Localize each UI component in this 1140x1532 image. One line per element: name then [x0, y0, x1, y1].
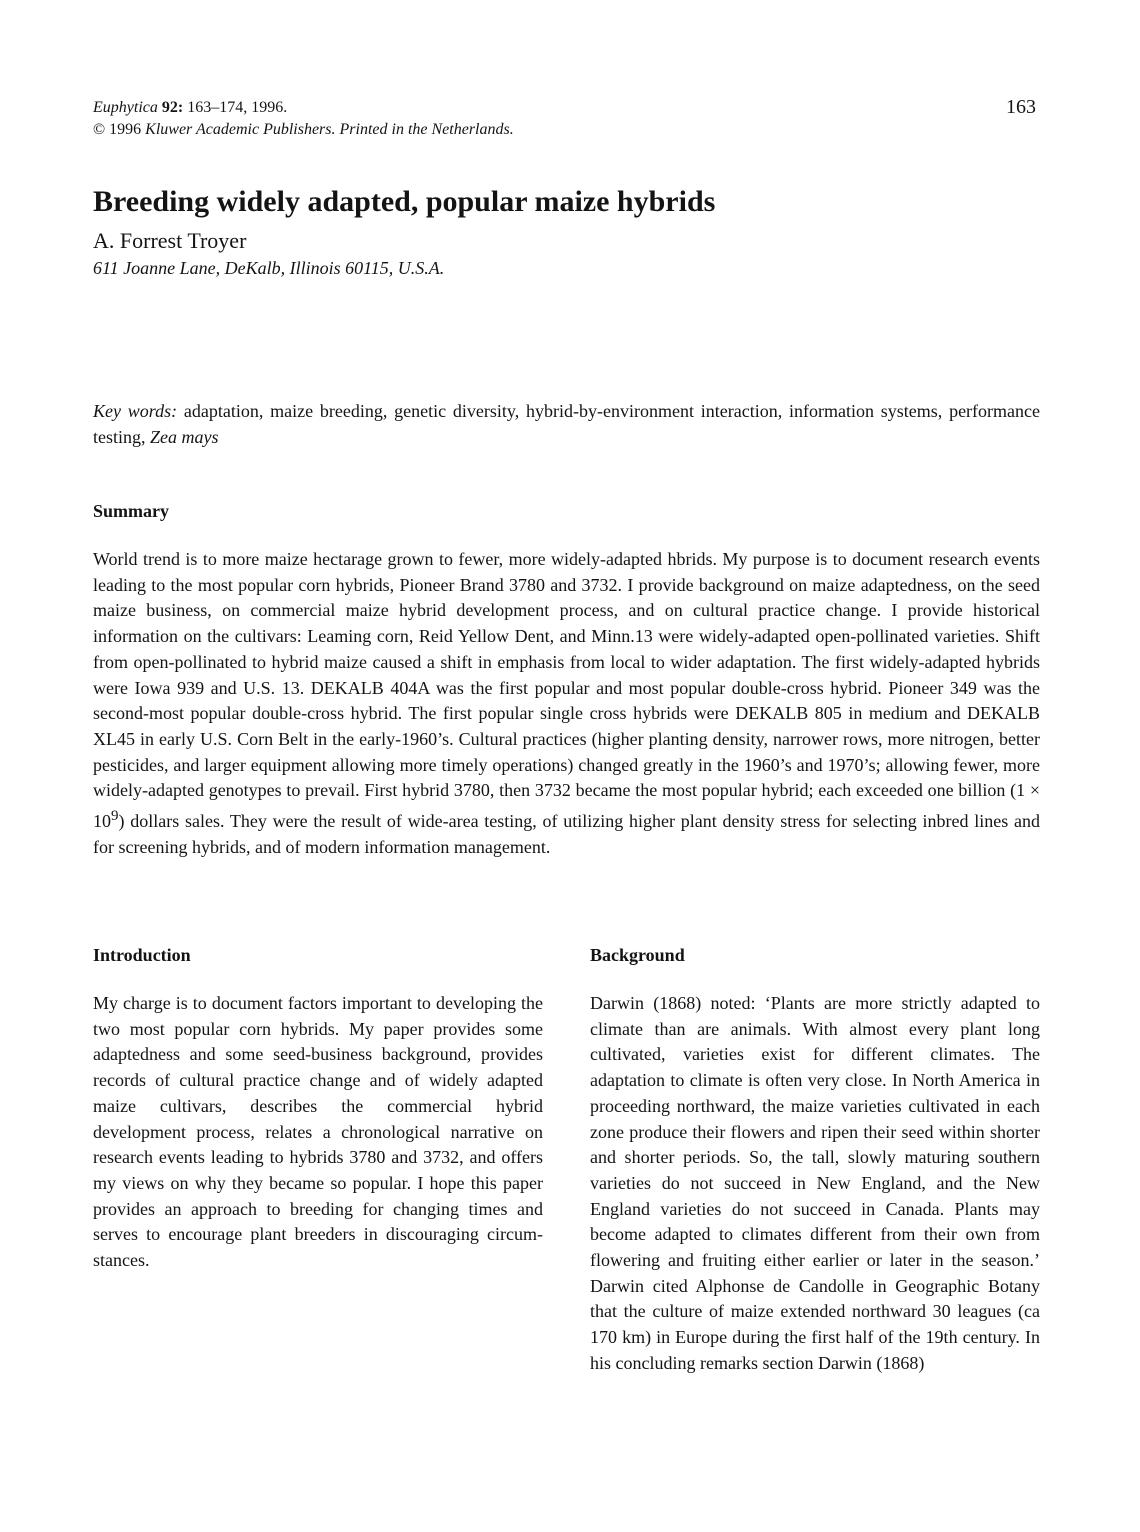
page-number: 163 — [1006, 96, 1036, 118]
publisher-line: Kluwer Academic Publishers. Printed in the Netherlands. — [145, 121, 514, 138]
introduction-heading: Introduction — [93, 945, 191, 965]
author-address: 611 Joanne Lane, DeKalb, Illinois 60115, U.S.A. — [93, 258, 445, 278]
journal-citation — [93, 97, 287, 118]
summary-text-part2: ) dollars sales. They were the result of wide-area testing, of utilizing higher plant density stress for selecting inbred lines and for screening hybrids, and of modern information management. — [93, 811, 1040, 857]
background-text: Darwin (1868) noted: ‘Plants are more strictly adapted to climate than are animals. With almost every plant long cultivated, varieties exist for different climates. The adaptation to climate is often very close. In North America in proceeding northward, the maize varieties cultivated in each zone produce their flowers and ripen their seed within shorter and shorter periods. So, the tall, slowly maturing southern varieties do not succeed in New England, and the New England varieties do not succeed in Canada. Plants may become adapted to climates different from their own from flowering and fruiting either earlier or later in the season.’ Darwin cited Alphonse de Candolle in Geographic Botany that the culture of maize extended northward 30 leagues (ca 170 km) in Europe during the first half of the 19th century. In his concluding remarks section Darwin (1868) — [590, 993, 1040, 1373]
paper-title: Breeding widely adapted, popular maize hybrids — [93, 185, 716, 218]
summary-text — [93, 547, 1040, 860]
copyright-notice — [93, 119, 514, 140]
journal-name: Euphytica — [93, 99, 158, 116]
author-name: A. Forrest Troyer — [93, 228, 247, 253]
introduction-text: My charge is to document factors important to developing the two most popular corn hybrids. My paper provides some adaptedness and some seed-business background, provides records of cultural practice change and of widely adapted maize cultivars, describes the commercial hybrid development process, relates a chronological narrative on research events leading to hybrids 3780 and 3732, and offers my views on why they became so popular. I hope this paper provides an approach to breeding for changing times and serves to encourage plant breeders in discouraging circumstances. — [93, 993, 543, 1271]
summary-heading: Summary — [93, 501, 169, 521]
background-heading: Background — [590, 945, 685, 965]
summary-exponent: 9 — [111, 808, 119, 825]
journal-volume: 92: — [161, 99, 184, 116]
keywords — [93, 398, 1040, 450]
keywords-species: Zea mays — [150, 427, 219, 447]
keywords-label: Key words: — [93, 401, 178, 421]
copyright-symbol: © — [93, 121, 106, 138]
journal-pages: 163–174, 1996. — [187, 99, 288, 116]
summary-text-part1: World trend is to more maize hectarage grown to fewer, more widely-adapted hbrids. My purpose is to document research events leading to the most popular corn hybrids, Pioneer Brand 3780 and 3732. I provide background on maize adaptedness, on the seed maize business, on commercial maize hybrid development process, and on cultural practice change. I provide historical information on the cultivars: Leaming corn, Reid Yellow Dent, and Minn.13 were widely-adapted open-pollinated varieties. Shift from open-pollinated to hybrid maize caused a shift in emphasis from local to wider adaptation. The first widely-adapted hybrids were Iowa 939 and U.S. 13. DEKALB 404A was the first popular and most popular double-cross hybrid. Pioneer 349 was the second-most popular double-cross hybrid. The first popular single cross hybrids were DEKALB 805 in medium and DEKALB XL45 in early U.S. Corn Belt in the early-1960’s. Cultural practices (higher planting density, narrower rows, more nitrogen, better pesticides, and larger equipment allowing more timely operations) changed greatly in the 1960’s and 1970’s; allowing fewer, more widely-adapted genotypes to prevail. First hybrid 3780, then 3732 became the most popular hybrid; each exceeded one billion (1 × 10 — [93, 549, 1040, 832]
copyright-year: 1996 — [109, 121, 142, 138]
keywords-text: adaptation, maize breeding, genetic diversity, hybrid-by-environment interaction, information systems, performance testing, — [93, 401, 1041, 447]
